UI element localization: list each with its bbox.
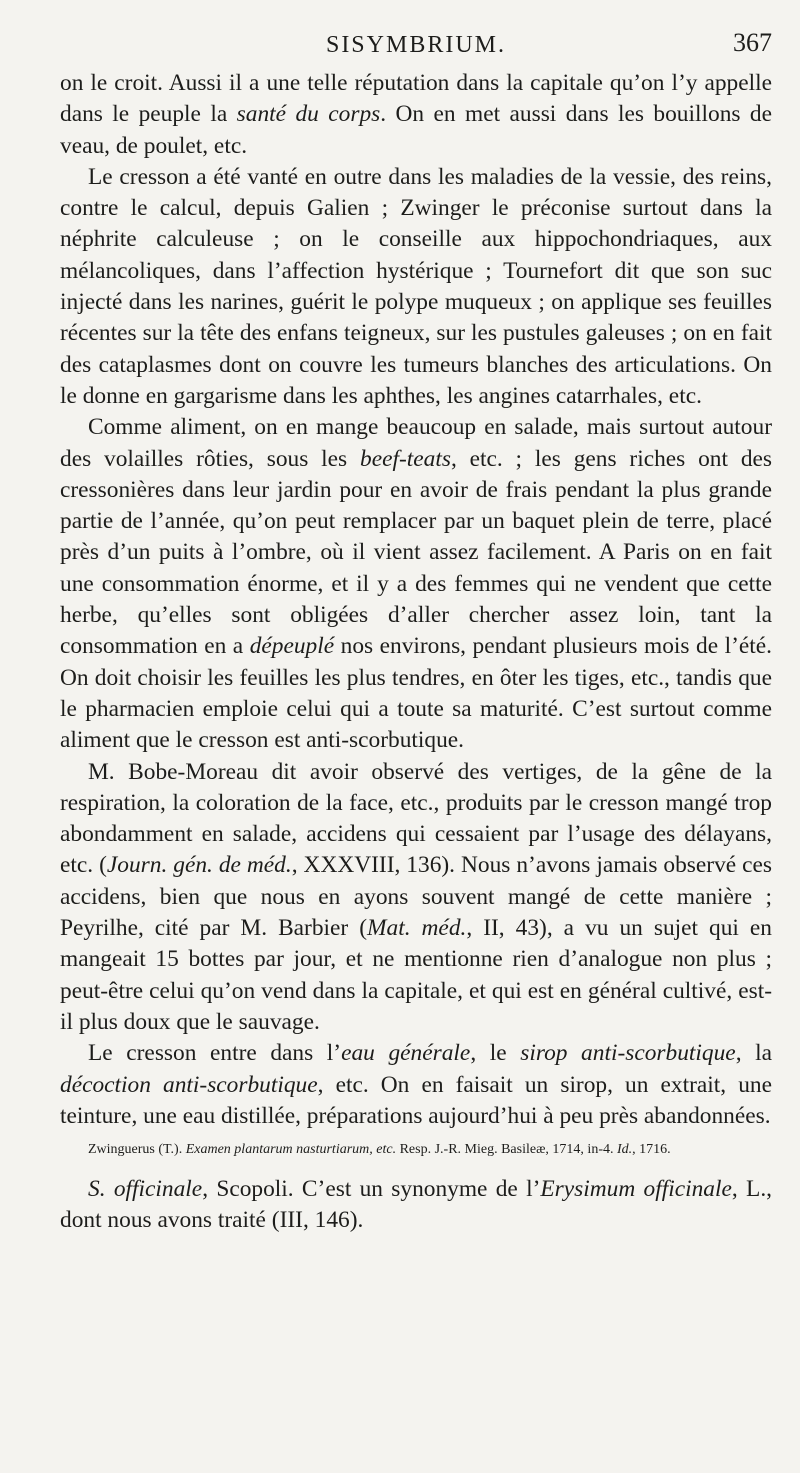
- p5-italic-2: sirop anti-scorbutique: [520, 1040, 736, 1067]
- p1-italic: santé du corps: [236, 101, 381, 128]
- p6-italic-1: S. officinale: [88, 1176, 203, 1203]
- p3-italic-2: dépeuplé: [249, 633, 335, 660]
- p4-text-b: , XXXVIII, 136). Nous n’avons jamais observé ces accidens, bien que nous en ayons souvent mangé de cette manière ; Peyrilhe, cité par M. Barbier (: [60, 852, 772, 942]
- ref-author: Zwinguerus (T.).: [88, 1142, 186, 1158]
- p4-italic-1: Journ. gén. de méd.: [106, 852, 292, 879]
- ref-imprint: Resp. J.-R. Mieg. Basileæ, 1714, in-4.: [396, 1142, 617, 1158]
- p5-text-b: , le: [470, 1040, 521, 1067]
- bibliographic-reference: [60, 1140, 772, 1160]
- paragraph-4: [60, 757, 772, 1039]
- p4-text-a: M. Bobe-Moreau dit avoir observé des vertiges, de la gêne de la respiration, la coloration de la face, etc., produits par le cresson mangé trop abondamment en salade, accidens qui cessaient par l’usage des délayans, etc. (: [60, 758, 772, 879]
- p3-text-c: nos environs, pendant plusieurs mois de l’été. On doit choisir les feuilles les plus tendres, en ôter les tiges, etc., tandis que le pharmacien emploie celui qui a toute sa maturité. C’est surtout comme aliment que le cresson est anti-scorbutique.: [60, 633, 772, 754]
- p6-italic-2: Erysimum officinale: [540, 1176, 732, 1203]
- p5-italic-1: eau générale: [341, 1040, 471, 1067]
- p1-text-b: . On en met aussi dans les bouillons de veau, de poulet, etc.: [60, 101, 772, 159]
- p6-text-b: , L., dont nous avons traité (III, 146).: [60, 1176, 773, 1234]
- paragraph-3: [60, 412, 772, 756]
- ref-year: , 1716.: [632, 1142, 671, 1158]
- p1-text: on le croit. Aussi il a une telle réputation dans la capitale qu’on l’y appelle dans le peuple la: [60, 70, 772, 128]
- ref-id: Id.: [616, 1142, 633, 1158]
- p4-italic-2: Mat. méd.: [367, 915, 467, 942]
- p5-italic-3: décoction anti-scorbutique: [60, 1071, 318, 1098]
- p3-text-b: , etc. ; les gens riches ont des cressonières dans leur jardin pour en avoir de frais pendant la plus grande partie de l’année, qu’on peut remplacer par un baquet plein de terre, placé près d’un puits à l’ombre, où il vient assez facilement. A Paris on en fait une consommation énorme, et il y a des femmes qui ne vendent que cette herbe, qu’elles sont obligées d’aller chercher assez loin, tant la consommation en a: [60, 445, 772, 660]
- p5-text-a: Le cresson entre dans l’: [88, 1040, 342, 1067]
- paragraph-5: [60, 1038, 772, 1132]
- page-number: 367: [733, 28, 772, 57]
- paragraph-2: Le cresson a été vanté en outre dans les maladies de la vessie, des reins, contre le calcul, depuis Galien ; Zwinger le préconise surtout dans la néphrite calculeuse ; on le conseille aux hippochondriaques, aux mélancoliques, dans l’affection hystérique ; Tournefort dit que son suc injecté dans les narines, guérit le polype muqueux ; on applique ses feuilles récentes sur la tête des enfans teigneux, sur les pustules galeuses ; on en fait des cataplasmes dont on couvre les tumeurs blanches des articulations. On le donne en gargarisme dans les aphthes, les angines catarrhales, etc.: [60, 163, 772, 409]
- p6-text-a: , Scopoli. C’est un synonyme de l’: [202, 1176, 541, 1203]
- page-header: [60, 24, 772, 68]
- p3-italic-1: beef-teats: [360, 445, 451, 472]
- p5-text-c: , la: [735, 1040, 773, 1067]
- running-head: SISYMBRIUM.: [325, 32, 507, 58]
- p3-text-a: Comme aliment, on en mange beaucoup en salade, mais surtout autour des volailles rôties, sous les: [60, 414, 772, 472]
- paragraph-1: [60, 68, 772, 162]
- ref-title: Examen plantarum nasturtiarum, etc.: [185, 1142, 397, 1158]
- p5-text-d: , etc. On en faisait un sirop, un extrait, une teinture, une eau distillée, préparations aujourd’hui à peu près abandonnées.: [60, 1071, 772, 1129]
- paragraph-6: [60, 1174, 772, 1237]
- p4-text-c: , II, 43), a vu un sujet qui en mangeait 15 bottes par jour, et ne mentionne rien d’analogue non plus ; peut-être celui qu’on vend dans la capitale, et qui est en général cultivé, est-il plus doux que le sauvage.: [60, 915, 772, 1035]
